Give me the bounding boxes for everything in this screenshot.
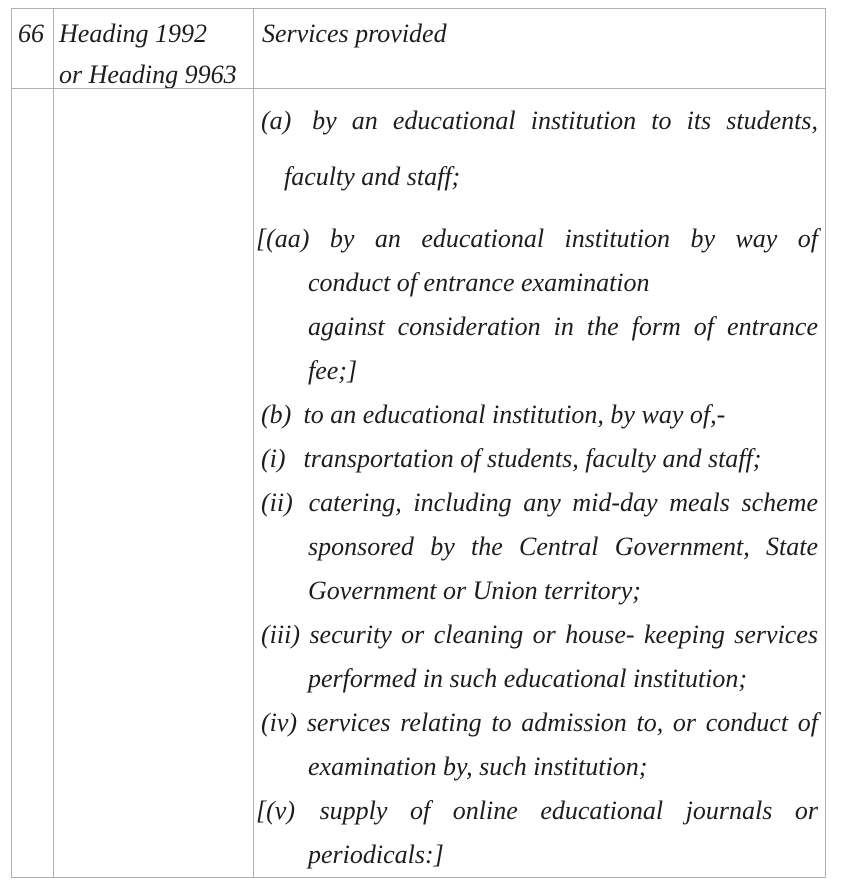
item-label: (ii) bbox=[261, 488, 293, 517]
service-line bbox=[261, 569, 818, 613]
service-line-text: by an educational institution by way of bbox=[329, 224, 818, 253]
service-line-text: faculty and staff; bbox=[284, 162, 461, 191]
service-line-text: services relating to admission to, or conduct of bbox=[306, 708, 818, 737]
item-label: (iv) bbox=[261, 708, 298, 737]
description-header: Services provided bbox=[262, 19, 447, 48]
service-line-text: supply of online educational journals or bbox=[319, 796, 818, 825]
item-label: (a) bbox=[261, 106, 292, 135]
service-line bbox=[261, 701, 818, 745]
service-line bbox=[261, 481, 818, 525]
item-label: (i) bbox=[261, 444, 286, 473]
service-line bbox=[261, 613, 818, 657]
service-line-text: Government or Union territory; bbox=[308, 576, 641, 605]
service-line-text: to an educational institution, by way of,- bbox=[303, 400, 726, 429]
service-item bbox=[256, 789, 818, 877]
item-label: [(v) bbox=[256, 796, 295, 825]
heading-line-1: Heading 1992 bbox=[59, 19, 208, 48]
cell-serial-empty bbox=[12, 89, 54, 877]
heading-line-2: or Heading 9963 bbox=[59, 60, 237, 89]
service-line bbox=[261, 349, 818, 393]
service-item bbox=[261, 437, 818, 481]
service-line-text: security or cleaning or house- keeping services bbox=[309, 620, 819, 649]
services-table bbox=[11, 8, 826, 878]
service-line-text: performed in such educational institution; bbox=[308, 664, 748, 693]
service-line bbox=[256, 217, 818, 261]
services-cell-body bbox=[254, 89, 825, 877]
service-line bbox=[256, 789, 818, 833]
service-line bbox=[261, 93, 818, 149]
service-line-text: periodicals:] bbox=[308, 840, 444, 869]
service-line bbox=[261, 657, 818, 701]
cell-description-header bbox=[254, 9, 825, 89]
cell-heading-empty bbox=[54, 89, 254, 877]
service-item bbox=[261, 613, 818, 701]
service-line-text: conduct of entrance examination bbox=[308, 268, 650, 297]
service-item bbox=[261, 701, 818, 789]
service-line bbox=[261, 833, 818, 877]
service-line bbox=[261, 437, 818, 481]
service-line bbox=[261, 261, 818, 305]
service-line bbox=[261, 525, 818, 569]
service-line bbox=[261, 745, 818, 789]
item-label: (iii) bbox=[261, 620, 300, 649]
item-label: (b) bbox=[261, 400, 292, 429]
service-item bbox=[256, 217, 818, 393]
service-line-text: examination by, such institution; bbox=[308, 752, 648, 781]
service-line-text: transportation of students, faculty and staff; bbox=[303, 444, 762, 473]
service-line-text: catering, including any mid-day meals scheme bbox=[308, 488, 818, 517]
service-line bbox=[261, 305, 818, 349]
service-line bbox=[261, 149, 818, 205]
service-line bbox=[261, 393, 818, 437]
service-line-text: against consideration in the form of entrance bbox=[308, 312, 818, 341]
service-item bbox=[261, 393, 818, 437]
serial-number: 66 bbox=[18, 19, 44, 48]
service-line-text: by an educational institution to its students, bbox=[312, 106, 819, 135]
cell-heading bbox=[54, 9, 254, 89]
item-label: [(aa) bbox=[256, 224, 310, 253]
service-line-text: sponsored by the Central Government, State bbox=[308, 532, 818, 561]
cell-serial-number bbox=[12, 9, 54, 89]
service-item bbox=[261, 481, 818, 613]
service-item bbox=[261, 93, 818, 205]
service-line-text: fee;] bbox=[308, 356, 358, 385]
